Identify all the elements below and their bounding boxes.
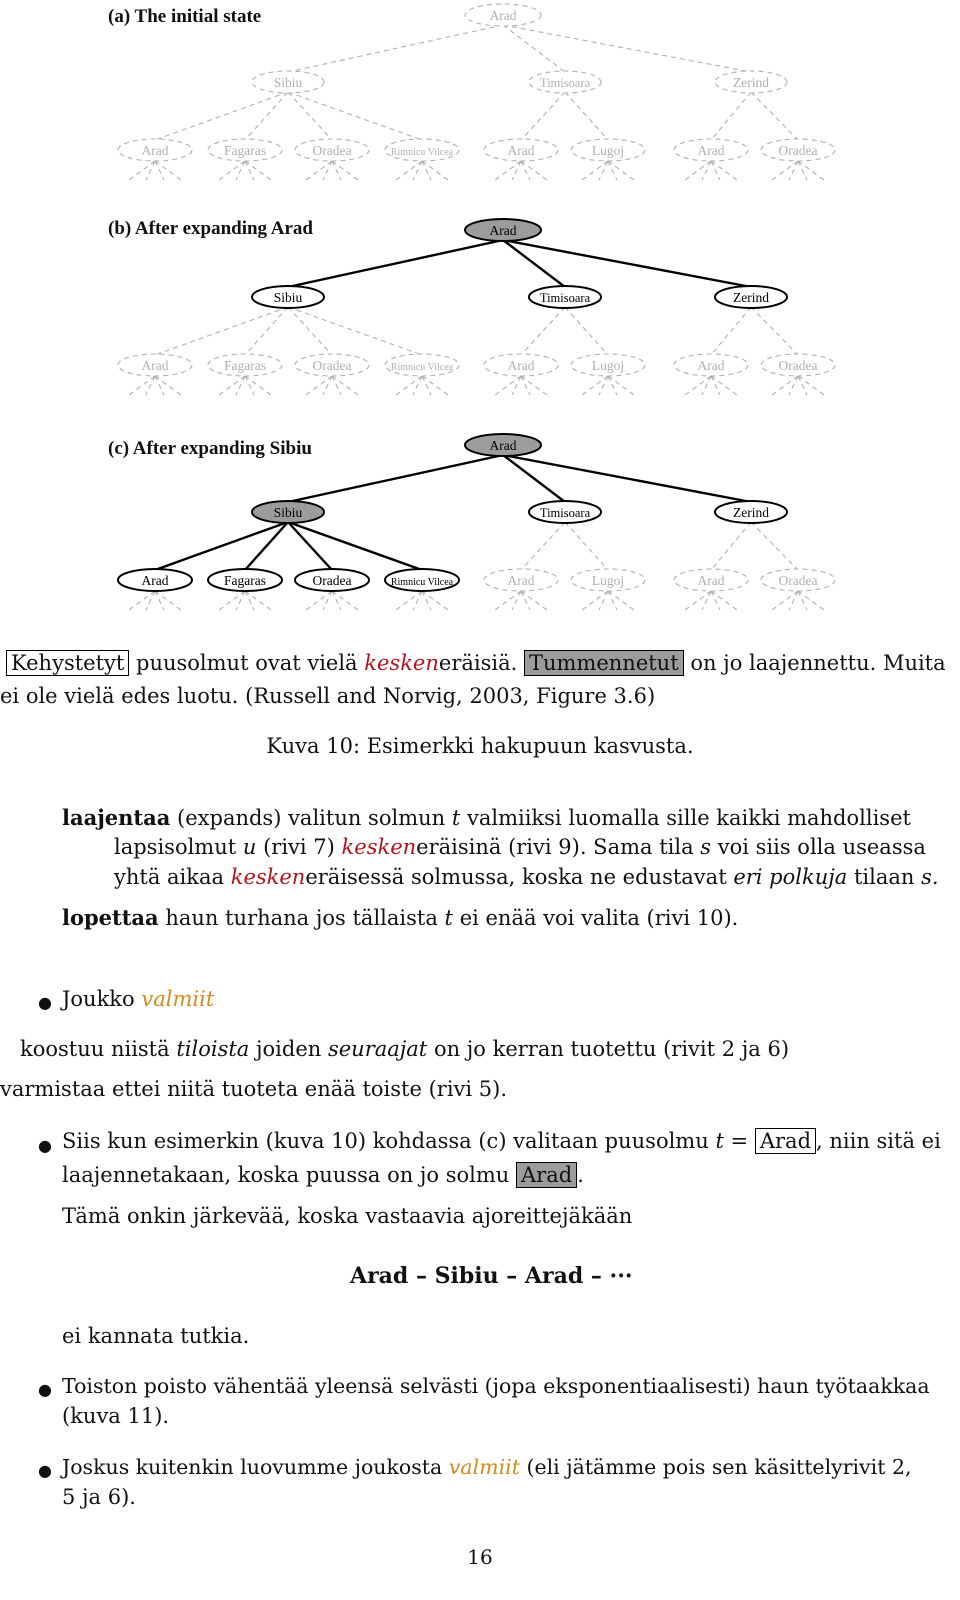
caption-line-2: ei ole vielä edes luotu. (Russell and Norvig, 2003, Figure 3.6) — [0, 684, 656, 708]
tree-node-level2 — [118, 569, 192, 591]
koostuu-line: koostuu niistä tiloista joiden seuraajat on jo kerran tuotettu (rivit 2 ja 6) — [20, 1037, 790, 1061]
svg-text:Arad: Arad — [697, 143, 725, 158]
svg-text:Sibiu: Sibiu — [273, 290, 303, 305]
toiston-line-2: (kuva 11). — [62, 1404, 170, 1428]
tree-edge — [503, 240, 751, 287]
tree-node-level2 — [295, 354, 369, 376]
tree-node-level2 — [761, 354, 835, 376]
tree-node-level1 — [715, 71, 787, 93]
tree-edge — [288, 307, 332, 355]
joukko-line: Joukko valmiit — [62, 987, 215, 1011]
tree-edge — [711, 522, 751, 570]
tree-edge-stub — [245, 376, 254, 395]
tree-node-level1 — [252, 501, 324, 523]
tree-node-level2 — [571, 139, 645, 161]
lopettaa-line: lopettaa haun turhana jos tällaista t ei enää voi valita (rivi 10). — [62, 905, 739, 930]
tree-edge — [751, 307, 798, 355]
svg-text:Lugoj: Lugoj — [591, 358, 625, 373]
tree-edge-stub — [323, 161, 332, 180]
tama-line: Tämä onkin järkevää, koska vastaavia ajoreittejäkään — [62, 1204, 633, 1228]
route-example: Arad – Sibiu – Arad – ··· — [350, 1263, 633, 1289]
tree-edge — [288, 92, 332, 140]
svg-text:Fagaras: Fagaras — [224, 143, 266, 158]
svg-text:Zerind: Zerind — [733, 290, 769, 305]
tree-edge-stub — [413, 161, 422, 180]
panel-c-title: (c) After expanding Sibiu — [108, 438, 312, 459]
varmistaa-line: varmistaa ettei niitä tuoteta enää toiste (rivi 5). — [0, 1077, 508, 1101]
bullet-icon: ● — [38, 993, 52, 1012]
tree-node-level2 — [571, 354, 645, 376]
svg-text:Rimnicu Vilcea: Rimnicu Vilcea — [390, 577, 454, 588]
tree-edge-stub — [323, 591, 332, 610]
svg-text:Rimnicu Vilcea: Rimnicu Vilcea — [390, 147, 454, 158]
svg-text:Arad: Arad — [507, 358, 535, 373]
tree-edge — [288, 240, 503, 287]
laajentaa-line-3: yhtä aikaa keskeneräisessä solmussa, koska ne edustavat eri polkuja tilaan s. — [114, 865, 939, 889]
tree-edge-stub — [155, 591, 164, 610]
panel-a-title: (a) The initial state — [108, 6, 262, 27]
tree-edge — [503, 455, 751, 502]
tree-edge-stub — [323, 376, 332, 395]
tree-edge-stub — [512, 376, 521, 395]
bullet-icon: ● — [38, 1136, 52, 1155]
bullet-icon: ● — [38, 1461, 52, 1480]
tree-edge-stub — [789, 161, 798, 180]
tree-node-level2 — [761, 139, 835, 161]
tree-edge — [711, 307, 751, 355]
tree-edge — [711, 92, 751, 140]
tree-edge-stub — [711, 376, 720, 395]
tree-edge-stub — [521, 161, 530, 180]
tree-edge-stub — [711, 591, 720, 610]
tree-edge-stub — [155, 376, 164, 395]
tree-node-level2 — [674, 139, 748, 161]
tree-edge-stub — [413, 376, 422, 395]
tree-edge — [503, 25, 565, 72]
svg-text:Lugoj: Lugoj — [591, 573, 625, 588]
bullet-icon: ● — [38, 1380, 52, 1399]
joskus-line-1: Joskus kuitenkin luovumme joukosta valmiit (eli jätämme pois sen käsittelyrivit 2, — [62, 1455, 912, 1479]
tree-node-level2 — [674, 569, 748, 591]
tree-node-level2 — [571, 569, 645, 591]
framed-arad: Arad — [755, 1128, 816, 1154]
tree-edge — [503, 25, 751, 72]
shaded-example: Tummennetut — [524, 650, 684, 676]
tree-edge-stub — [512, 591, 521, 610]
tree-edge-stub — [599, 591, 608, 610]
tree-node-level1 — [529, 71, 601, 93]
svg-text:Arad: Arad — [141, 143, 169, 158]
tree-node-level1 — [529, 501, 601, 523]
tree-edge-stub — [422, 591, 431, 610]
tree-edge — [751, 522, 798, 570]
joskus-line-2: 5 ja 6). — [62, 1485, 136, 1509]
tree-node-level2 — [484, 354, 558, 376]
caption-line-1: Kehystetyt puusolmut ovat vielä keskeneräisiä. Tummennetut on jo laajennettu. Muita — [6, 651, 946, 675]
tree-edge — [521, 92, 565, 140]
svg-text:Arad: Arad — [141, 573, 169, 588]
tree-edge-stub — [789, 591, 798, 610]
tree-edge-stub — [236, 376, 245, 395]
tree-node-level2 — [385, 139, 459, 161]
svg-text:Arad: Arad — [507, 573, 535, 588]
svg-text:Oradea: Oradea — [778, 143, 818, 158]
tree-edge-stub — [413, 591, 422, 610]
tree-node-level1 — [715, 286, 787, 308]
tree-edge-stub — [332, 161, 341, 180]
tree-edge-stub — [422, 376, 431, 395]
tree-edge — [751, 92, 798, 140]
tree-node-root — [465, 219, 541, 241]
tree-edge-stub — [521, 376, 530, 395]
tree-edge-stub — [155, 161, 164, 180]
tree-node-root — [465, 434, 541, 456]
tree-edge-stub — [789, 376, 798, 395]
page-number: 16 — [467, 1545, 493, 1569]
svg-text:Sibiu: Sibiu — [273, 75, 303, 90]
tree-node-level2 — [385, 569, 459, 591]
tree-edge — [565, 307, 608, 355]
tree-node-level2 — [484, 139, 558, 161]
svg-text:Lugoj: Lugoj — [591, 143, 625, 158]
svg-text:Arad: Arad — [697, 358, 725, 373]
tree-edge-stub — [798, 591, 807, 610]
tree-node-level1 — [529, 286, 601, 308]
tree-node-level1 — [715, 501, 787, 523]
shaded-arad: Arad — [516, 1162, 577, 1188]
siis-line-1: Siis kun esimerkin (kuva 10) kohdassa (c) valitaan puusolmu t = Arad , niin sitä ei — [62, 1129, 941, 1153]
svg-text:Fagaras: Fagaras — [224, 358, 266, 373]
search-tree-diagram — [0, 0, 960, 620]
tree-edge — [288, 25, 503, 72]
tree-edge — [565, 92, 608, 140]
tree-edge — [288, 92, 422, 140]
tree-node-level2 — [118, 139, 192, 161]
tree-edge-stub — [599, 376, 608, 395]
tree-node-level2 — [208, 139, 282, 161]
tree-node-level2 — [761, 569, 835, 591]
toiston-line-1: Toiston poisto vähentää yleensä selvästi (jopa eksponentiaalisesti) haun työtaakkaa — [62, 1374, 930, 1398]
tree-node-level1 — [252, 286, 324, 308]
svg-text:Arad: Arad — [489, 8, 517, 23]
tree-node-level2 — [118, 354, 192, 376]
svg-text:Oradea: Oradea — [312, 358, 352, 373]
svg-text:Arad: Arad — [489, 438, 517, 453]
svg-text:Zerind: Zerind — [733, 505, 769, 520]
tree-edge — [155, 307, 288, 355]
tree-edge-stub — [146, 376, 155, 395]
svg-text:Arad: Arad — [141, 358, 169, 373]
laajentaa-line-2: lapsisolmut u (rivi 7) keskeneräisinä (rivi 9). Sama tila s voi siis olla useassa — [114, 835, 926, 859]
tree-node-level2 — [208, 569, 282, 591]
tree-edge-stub — [422, 161, 431, 180]
svg-text:Timisoara: Timisoara — [539, 291, 591, 305]
tree-node-level2 — [295, 569, 369, 591]
svg-text:Oradea: Oradea — [312, 143, 352, 158]
tree-edge — [288, 455, 503, 502]
kesken-term: kesken — [364, 651, 439, 675]
tree-edge-stub — [245, 591, 254, 610]
svg-text:Oradea: Oradea — [778, 358, 818, 373]
tree-node-level2 — [295, 139, 369, 161]
svg-text:Sibiu: Sibiu — [273, 505, 303, 520]
tree-edge-stub — [608, 161, 617, 180]
tree-edge — [288, 522, 422, 570]
tree-edge-stub — [702, 376, 711, 395]
tree-node-level2 — [674, 354, 748, 376]
tree-edge-stub — [512, 161, 521, 180]
svg-text:Rimnicu Vilcea: Rimnicu Vilcea — [390, 362, 454, 373]
ei-kannata-line: ei kannata tutkia. — [62, 1324, 250, 1348]
tree-edge-stub — [702, 591, 711, 610]
svg-text:Fagaras: Fagaras — [224, 573, 266, 588]
tree-edge-stub — [608, 376, 617, 395]
svg-text:Arad: Arad — [489, 223, 517, 238]
tree-edge-stub — [521, 591, 530, 610]
tree-node-level2 — [208, 354, 282, 376]
tree-edge-stub — [798, 376, 807, 395]
tree-node-level1 — [252, 71, 324, 93]
svg-text:Arad: Arad — [697, 573, 725, 588]
tree-edge-stub — [245, 161, 254, 180]
tree-edge-stub — [332, 591, 341, 610]
svg-text:Oradea: Oradea — [312, 573, 352, 588]
svg-text:Oradea: Oradea — [778, 573, 818, 588]
tree-node-level2 — [484, 569, 558, 591]
tree-edge — [288, 307, 422, 355]
tree-edge — [565, 522, 608, 570]
tree-edge-stub — [332, 376, 341, 395]
framed-example: Kehystetyt — [6, 650, 129, 676]
tree-edge-stub — [599, 161, 608, 180]
tree-node-root — [465, 4, 541, 26]
tree-edge — [521, 307, 565, 355]
tree-edge-stub — [236, 161, 245, 180]
tree-edge-stub — [711, 161, 720, 180]
tree-edge — [155, 92, 288, 140]
tree-edge-stub — [798, 161, 807, 180]
svg-text:Timisoara: Timisoara — [539, 76, 591, 90]
figure-caption: Kuva 10: Esimerkki hakupuun kasvusta. — [266, 734, 694, 758]
tree-edge-stub — [608, 591, 617, 610]
svg-text:Arad: Arad — [507, 143, 535, 158]
tree-edge-stub — [236, 591, 245, 610]
tree-edge — [521, 522, 565, 570]
laajentaa-line-1: laajentaa (expands) valitun solmun t valmiiksi luomalla sille kaikki mahdolliset — [62, 805, 911, 830]
tree-edge-stub — [146, 591, 155, 610]
siis-line-2: laajennetakaan, koska puussa on jo solmu Arad . — [62, 1163, 584, 1187]
svg-text:Zerind: Zerind — [733, 75, 769, 90]
panel-b-title: (b) After expanding Arad — [108, 218, 313, 239]
tree-edge-stub — [146, 161, 155, 180]
tree-node-level2 — [385, 354, 459, 376]
tree-edge-stub — [702, 161, 711, 180]
svg-text:Timisoara: Timisoara — [539, 506, 591, 520]
